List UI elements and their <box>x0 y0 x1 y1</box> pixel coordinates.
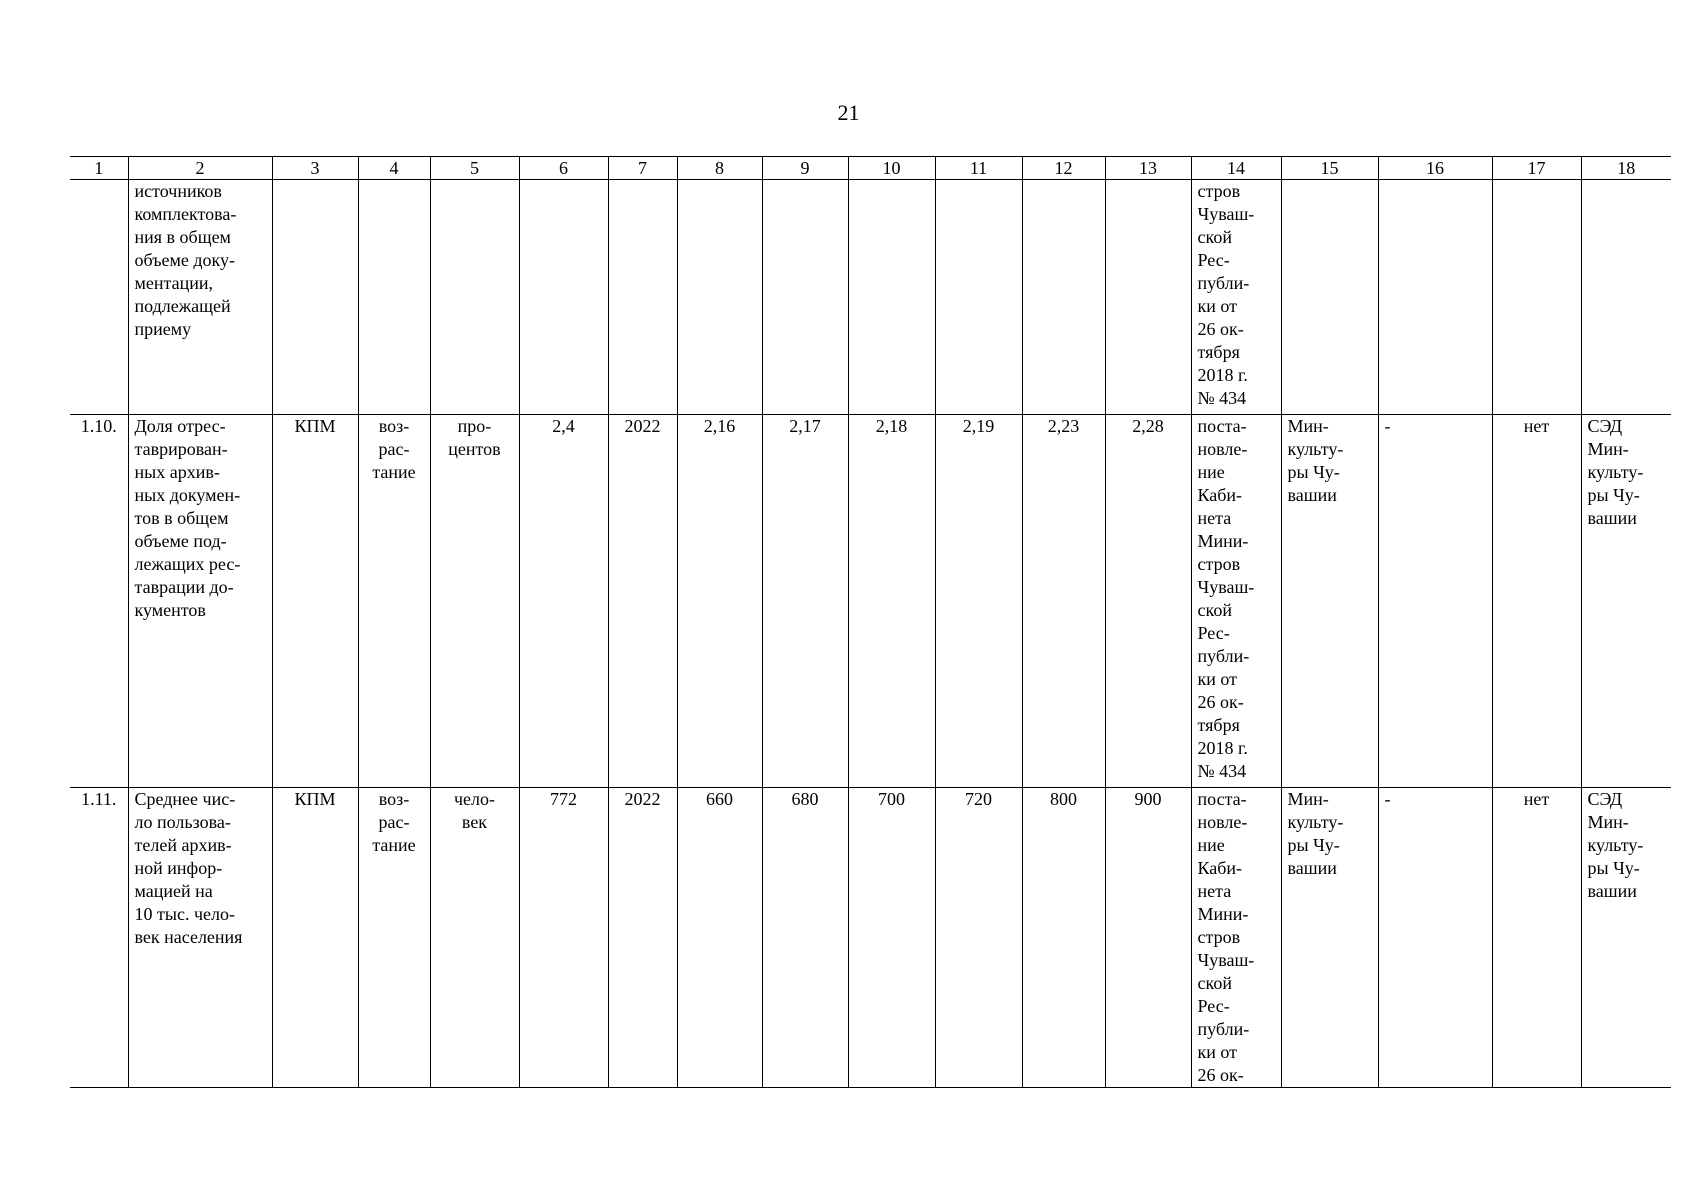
table-cell: поста- новле- ние Каби- нета Мини- стров Чуваш- ской Рес- публи- ки от 26 ок- тября 2018 г. № 434 <box>1191 415 1281 788</box>
column-header: 18 <box>1581 157 1671 180</box>
column-header: 2 <box>128 157 272 180</box>
table-cell: Мин- культу- ры Чу- вашии <box>1281 788 1378 1088</box>
table-cell: 2,28 <box>1105 415 1191 788</box>
column-header: 6 <box>519 157 608 180</box>
indicators-table <box>70 156 1671 1088</box>
column-header: 9 <box>762 157 848 180</box>
column-header: 12 <box>1022 157 1105 180</box>
table-cell: 700 <box>848 788 935 1088</box>
table-cell <box>358 180 430 415</box>
table-cell <box>272 180 358 415</box>
table-cell: 900 <box>1105 788 1191 1088</box>
table-cell <box>430 180 519 415</box>
table-cell <box>1378 180 1492 415</box>
column-header: 5 <box>430 157 519 180</box>
table-cell: источников комплектова- ния в общем объеме доку- ментации, подлежащей приему <box>128 180 272 415</box>
table-cell <box>1022 180 1105 415</box>
table-cell: 2,18 <box>848 415 935 788</box>
table-cell <box>1281 180 1378 415</box>
table-cell <box>70 180 128 415</box>
table-cell: СЭД Мин- культу- ры Чу- вашии <box>1581 788 1671 1088</box>
table-cell: 1.10. <box>70 415 128 788</box>
table-cell: СЭД Мин- культу- ры Чу- вашии <box>1581 415 1671 788</box>
table-cell: 2022 <box>608 415 677 788</box>
table-cell: Среднее чис- ло пользова- телей архив- ной инфор- мацией на 10 тыс. чело- век населения <box>128 788 272 1088</box>
table-cell: про- центов <box>430 415 519 788</box>
table-cell: 2,4 <box>519 415 608 788</box>
table-cell: КПМ <box>272 788 358 1088</box>
table-row <box>70 415 1671 788</box>
table-cell <box>1105 180 1191 415</box>
table-cell <box>608 180 677 415</box>
table-cell <box>519 180 608 415</box>
table-cell: 1.11. <box>70 788 128 1088</box>
table-cell: 800 <box>1022 788 1105 1088</box>
table-row <box>70 788 1671 1088</box>
table-cell: Мин- культу- ры Чу- вашии <box>1281 415 1378 788</box>
column-header: 17 <box>1492 157 1581 180</box>
column-header: 15 <box>1281 157 1378 180</box>
column-header: 10 <box>848 157 935 180</box>
table-cell <box>677 180 762 415</box>
table-cell <box>1492 180 1581 415</box>
column-header: 11 <box>935 157 1022 180</box>
table-cell: нет <box>1492 788 1581 1088</box>
table-cell: стров Чуваш- ской Рес- публи- ки от 26 ок- тября 2018 г. № 434 <box>1191 180 1281 415</box>
table-row <box>70 180 1671 415</box>
table-cell: 2,19 <box>935 415 1022 788</box>
column-header: 4 <box>358 157 430 180</box>
table-cell: поста- новле- ние Каби- нета Мини- стров Чуваш- ской Рес- публи- ки от 26 ок- <box>1191 788 1281 1088</box>
table-cell: 720 <box>935 788 1022 1088</box>
table-cell: нет <box>1492 415 1581 788</box>
table-cell: - <box>1378 788 1492 1088</box>
column-header: 13 <box>1105 157 1191 180</box>
column-header: 16 <box>1378 157 1492 180</box>
table-cell: воз- рас- тание <box>358 415 430 788</box>
table-cell: 680 <box>762 788 848 1088</box>
table-cell: 2,17 <box>762 415 848 788</box>
column-header: 1 <box>70 157 128 180</box>
table-cell <box>1581 180 1671 415</box>
table-cell: воз- рас- тание <box>358 788 430 1088</box>
table-cell <box>762 180 848 415</box>
column-header: 14 <box>1191 157 1281 180</box>
table-cell <box>848 180 935 415</box>
table-cell: Доля отрес- таврирован- ных архив- ных докумен- тов в общем объеме под- лежащих рес- таврации до- кументов <box>128 415 272 788</box>
table-cell: 660 <box>677 788 762 1088</box>
table-cell: КПМ <box>272 415 358 788</box>
table-cell: 2,23 <box>1022 415 1105 788</box>
table-cell: 772 <box>519 788 608 1088</box>
table-cell: 2022 <box>608 788 677 1088</box>
table-cell: чело- век <box>430 788 519 1088</box>
table-cell <box>935 180 1022 415</box>
column-header: 8 <box>677 157 762 180</box>
column-header: 7 <box>608 157 677 180</box>
page-number: 21 <box>837 100 860 125</box>
column-header: 3 <box>272 157 358 180</box>
table-cell: - <box>1378 415 1492 788</box>
table-header-row <box>70 157 1671 180</box>
table-cell: 2,16 <box>677 415 762 788</box>
